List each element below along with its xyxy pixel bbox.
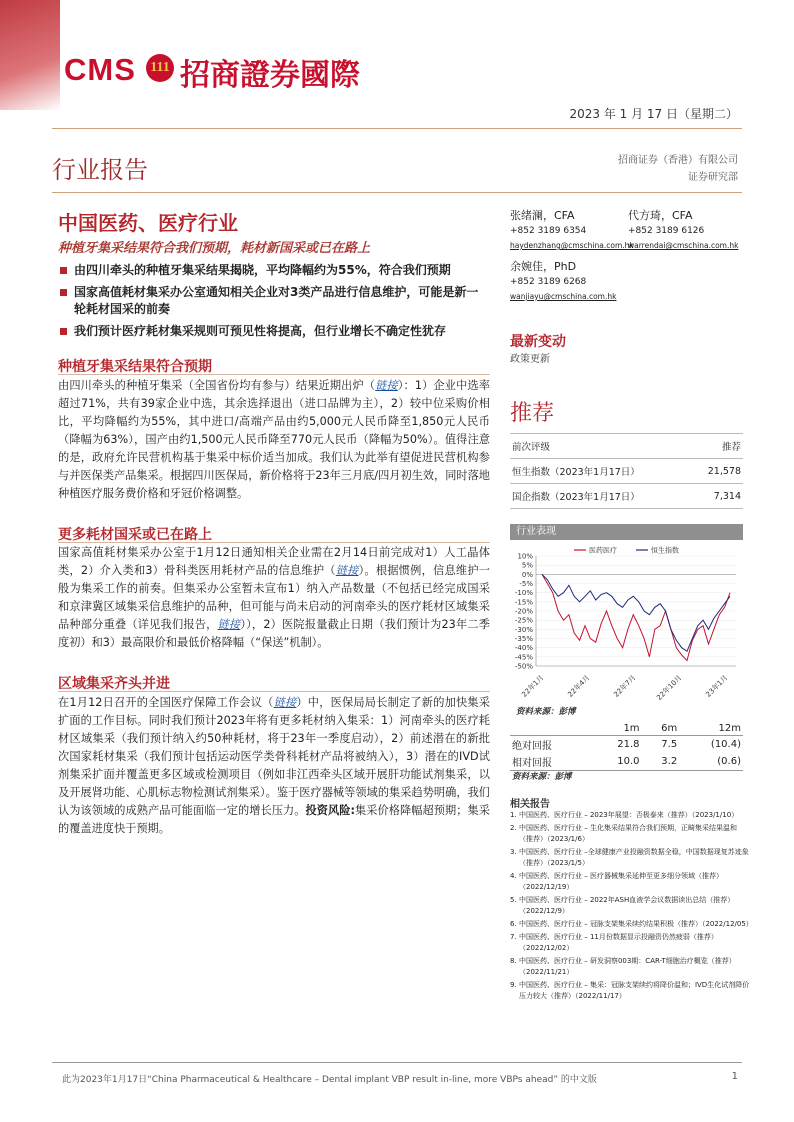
cell-value: (0.6) xyxy=(679,753,743,771)
item-number: 3. xyxy=(510,848,517,856)
item-number: 9. xyxy=(510,981,517,989)
analyst-phone: +852 3189 6268 xyxy=(510,277,587,287)
list-item[interactable] xyxy=(510,932,750,954)
legend-label: 医药医疗 xyxy=(589,546,617,555)
cell-label: 相对回报 xyxy=(510,753,592,771)
table-row xyxy=(510,459,743,484)
analyst-card xyxy=(628,207,746,253)
cell-value: 3.2 xyxy=(642,753,680,771)
y-tick-label: -15% xyxy=(514,598,533,607)
source-link[interactable]: 链接 xyxy=(273,696,297,709)
cell-value: 7.5 xyxy=(661,739,678,750)
risk-label: 投资风险: xyxy=(305,804,355,817)
text: ）），2）医院报量截止日期（我们预计为23年二季度初）和3）最高限价和最低价格降幅（“保送”机制）。 xyxy=(58,618,490,649)
cell-value: 21,578 xyxy=(692,459,743,484)
table-row xyxy=(510,753,743,771)
analyst-name: 余婉佳，PhD xyxy=(510,260,577,273)
text: 集采价格降幅超预期；集采的覆盖进度快于预期。 xyxy=(58,804,490,835)
y-tick-label: 5% xyxy=(521,561,533,570)
cell-value: 21.8 xyxy=(617,739,640,750)
analyst-name: 张绪澜，CFA xyxy=(510,209,575,222)
y-tick-label: -5% xyxy=(519,580,533,588)
analyst-phone: +852 3189 6354 xyxy=(510,226,587,236)
list-item[interactable] xyxy=(510,956,750,978)
org-info xyxy=(618,152,738,186)
list-item[interactable] xyxy=(510,810,750,821)
latest-change-title: 最新变动 xyxy=(510,334,566,350)
text: 在1月12日召开的全国医疗保障工作会议（ xyxy=(58,696,274,709)
analyst-card xyxy=(510,258,750,304)
report-link[interactable]: 链接 xyxy=(217,618,241,631)
key-point: 我们预计医疗耗材集采规则可预见性将提高，但行业增长不确定性犹存 xyxy=(58,323,488,340)
analyst-phone: +852 3189 6126 xyxy=(628,226,705,236)
y-tick-label: -25% xyxy=(514,616,533,625)
list-item[interactable] xyxy=(510,847,750,869)
cell-value: 10.0 xyxy=(592,753,641,771)
section-title-1: 种植牙集采结果符合预期 xyxy=(58,359,212,375)
x-tick-label: 22年4月 xyxy=(566,673,592,699)
key-point: 国家高值耗材集采办公室通知相关企业对3类产品进行信息维护，可能是新一轮耗材国采的前奏 xyxy=(58,284,488,318)
item-text: 中国医药、医疗行业 – 冠脉支架集采续约结果积极（推荐）（2022/12/05） xyxy=(519,920,753,928)
analyst-card xyxy=(510,207,634,253)
report-type: 行业报告 xyxy=(52,156,148,184)
list-item[interactable] xyxy=(510,895,750,917)
x-tick-label: 22年10月 xyxy=(655,673,684,702)
source-link[interactable]: 链接 xyxy=(375,379,398,392)
report-date: 2023 年 1 月 17 日（星期二） xyxy=(569,107,738,121)
corner-decoration xyxy=(0,0,60,110)
footer-divider xyxy=(52,1062,742,1063)
item-number: 8. xyxy=(510,957,517,965)
cell-label: 绝对回报 xyxy=(512,741,552,752)
item-text: 中国医药、医疗行业 – 2022年ASH血液学会议数据读出总结（推荐）（2022/12/9） xyxy=(519,896,735,915)
org-line-2: 证券研究部 xyxy=(688,172,738,183)
text: ）：1）企业中选率超过71%，共有39家企业中选，其余选择退出（进口品牌为主），2）较中位采购价相比，平均降幅约为55%，其中进口/高端产品由约5,000元人民币降至1,850元人民币（降幅为63%），国产由约1,500元人民币降至770元人民币（降幅为50%）。值得注意的是，政府允许民营机构基于集采中标价适当加成。我们认为此举有望促进民营机构参与并医保类产品集采。根据四川医保局，新价格将于23年三月底/四月初生效，同时落地种植医疗服务费价格和牙冠价格调整。 xyxy=(58,379,490,500)
rating-table xyxy=(510,433,743,509)
source-link[interactable]: 链接 xyxy=(335,564,359,577)
list-item[interactable] xyxy=(510,919,753,930)
section-divider xyxy=(58,542,490,543)
section-divider xyxy=(58,374,490,375)
x-tick-label: 22年7月 xyxy=(612,673,638,699)
list-item[interactable] xyxy=(510,871,750,893)
item-number: 1. xyxy=(510,811,517,819)
cell-label: 前次评级 xyxy=(510,434,692,459)
key-points xyxy=(58,262,488,345)
y-tick-label: 10% xyxy=(517,552,533,561)
chart-x-axis xyxy=(520,673,730,702)
cell-label: 恒生指数（2023年1月17日） xyxy=(510,459,692,484)
text: 由四川牵头的种植牙集采（全国省份均有参与）结果近期出炉（ xyxy=(58,379,376,392)
section-body-1 xyxy=(58,377,490,503)
item-text: 中国医药、医疗行业 – 2023年展望：否极泰来（推荐）（2023/1/10） xyxy=(519,811,739,819)
item-text: 中国医药、医疗行业 –全球健康产业投融资数据全稳，中国数据现复苏迹象（推荐）（2023/1/5） xyxy=(519,848,749,867)
header-cell xyxy=(510,722,592,736)
report-title: 中国医药、医疗行业 xyxy=(58,211,238,235)
key-point: 由四川牵头的种植牙集采结果揭晓，平均降幅约为55%，符合我们预期 xyxy=(58,262,488,279)
item-text: 中国医药、医疗行业 – 生化集采结果符合我们预期，正畸集采结果温和（推荐）（2023/1/6） xyxy=(519,824,737,843)
section-title-2: 更多耗材国采或已在路上 xyxy=(58,527,212,543)
header-divider xyxy=(52,128,742,129)
item-text: 中国医药、医疗行业 – 11月份数据显示投融资仍然疲弱（推荐）（2022/12/02） xyxy=(519,933,718,952)
item-number: 7. xyxy=(510,933,517,941)
section-divider xyxy=(58,691,490,692)
page-number: 1 xyxy=(731,1071,738,1082)
cell-label: 国企指数（2023年1月17日） xyxy=(510,484,692,509)
series-line xyxy=(542,574,730,651)
item-text: 中国医药、医疗行业 – 研发洞察003期：CAR-T细胞治疗概览（推荐）（2022/11/21） xyxy=(519,957,736,976)
text: ）。根据惯例，信息维护一般为集采工作的前奏。但集采办公室暂未宣布1）纳入产品数量（不包括已经完成国采和京津冀区域集采信息维护的品种，但可能与尚未启动的河南牵头的医疗耗材区域集采品种部分重叠（详见我们报告， xyxy=(58,564,490,631)
header-cell: 6m xyxy=(642,722,680,736)
legend-label: 恒生指数 xyxy=(651,546,679,555)
analyst-email[interactable]: warrendai@cmschina.com.hk xyxy=(628,241,739,250)
logo-badge: 111 xyxy=(146,54,174,82)
list-item[interactable] xyxy=(510,980,750,1002)
report-subtitle: 种植牙集采结果符合我们预期，耗材新国采或已在路上 xyxy=(58,241,371,256)
section-body-2 xyxy=(58,544,490,652)
related-reports-list xyxy=(510,810,753,1004)
logo-cn: 招商證券國際 xyxy=(180,58,360,93)
footer-text: 此为2023年1月17日“China Pharmaceutical & Healthcare – Dental implant VBP result in-line, more VBPs ahead” 的中文版 xyxy=(62,1075,597,1085)
section-title-3: 区域集采齐头并进 xyxy=(58,676,170,692)
item-number: 5. xyxy=(510,896,517,904)
text: 国家高值耗材集采办公室于1月12日通知相关企业需在2月14日前完成对1）人工晶体类，2）介入类和3）骨科类医用耗材产品的信息维护（ xyxy=(58,546,490,577)
logo-cms: CMS xyxy=(64,52,136,87)
y-tick-label: -50% xyxy=(514,662,533,671)
item-text: 中国医药、医疗行业 – 医疗器械集采延伸至更多细分领域（推荐）（2022/12/19） xyxy=(519,872,723,891)
y-tick-label: -45% xyxy=(514,653,533,662)
y-tick-label: -10% xyxy=(514,589,533,598)
x-tick-label: 22年1月 xyxy=(520,673,546,699)
analyst-email[interactable]: wanjiayu@cmschina.com.hk xyxy=(510,292,617,301)
analyst-block xyxy=(510,207,750,304)
y-tick-label: -40% xyxy=(514,644,533,653)
x-tick-label: 23年1月 xyxy=(704,673,730,699)
chart-grid xyxy=(536,556,736,666)
item-number: 2. xyxy=(510,824,517,832)
y-tick-label: 0% xyxy=(521,570,533,579)
performance-chart xyxy=(508,542,744,704)
table-row xyxy=(510,434,743,459)
item-number: 4. xyxy=(510,872,517,880)
y-tick-label: -35% xyxy=(514,635,533,643)
item-number: 6. xyxy=(510,920,517,928)
item-text: 中国医药、医疗行业 – 集采：冠脉支架续约将降价温和；IVD生化试剂降价压力较大（推荐）（2022/11/17） xyxy=(519,981,750,1000)
chart-source: 资料来源：彭博 xyxy=(516,707,576,717)
title-divider xyxy=(52,192,742,193)
cell-value: (10.4) xyxy=(710,739,741,750)
y-tick-label: -20% xyxy=(514,607,533,616)
chart-legend xyxy=(574,546,679,555)
returns-source: 资料来源：彭博 xyxy=(512,772,572,782)
header-cell: 1m xyxy=(592,722,641,736)
header-cell: 12m xyxy=(679,722,743,736)
cell-value: 7,314 xyxy=(692,484,743,509)
returns-table xyxy=(510,722,743,771)
table-header-row xyxy=(510,722,743,736)
table-row xyxy=(510,736,743,754)
cell-value: 推荐 xyxy=(692,434,743,459)
text: ）中，医保局局长制定了新的加快集采扩面的工作目标。同时我们预计2023年将有更多耗材纳入集采：1）河南牵头的医疗耗材区域集采（我们预计纳入约50种耗材，将于23年一季度启动），2）前述潜在的新批次国家耗材集采（我们预计包括运动医学类骨科耗材产品将被纳入），3）潜在的IVD试剂集采扩面并覆盖更多区域或检测项目（例如非江西牵头区域开展肝功能试剂集采，以及开展肾功能、心肌标志物检测试剂集采）。鉴于医疗器械等领域的集采趋势明确，我们认为该领域的成熟产品可能面临一定的增长压力。 xyxy=(58,696,490,817)
latest-change-text: 政策更新 xyxy=(510,354,550,365)
rating-title: 推荐 xyxy=(510,401,555,426)
related-reports-title: 相关报告 xyxy=(510,799,550,810)
table-row xyxy=(510,484,743,509)
analyst-email[interactable]: haydenzhang@cmschina.com.hk xyxy=(510,241,634,250)
section-body-3 xyxy=(58,694,490,838)
performance-header: 行业表现 xyxy=(510,524,743,540)
org-line-1: 招商证券（香港）有限公司 xyxy=(618,155,738,166)
analyst-name: 代方琦，CFA xyxy=(628,209,693,222)
y-tick-label: -30% xyxy=(514,625,533,634)
list-item[interactable] xyxy=(510,823,750,845)
chart-y-axis xyxy=(515,553,533,671)
